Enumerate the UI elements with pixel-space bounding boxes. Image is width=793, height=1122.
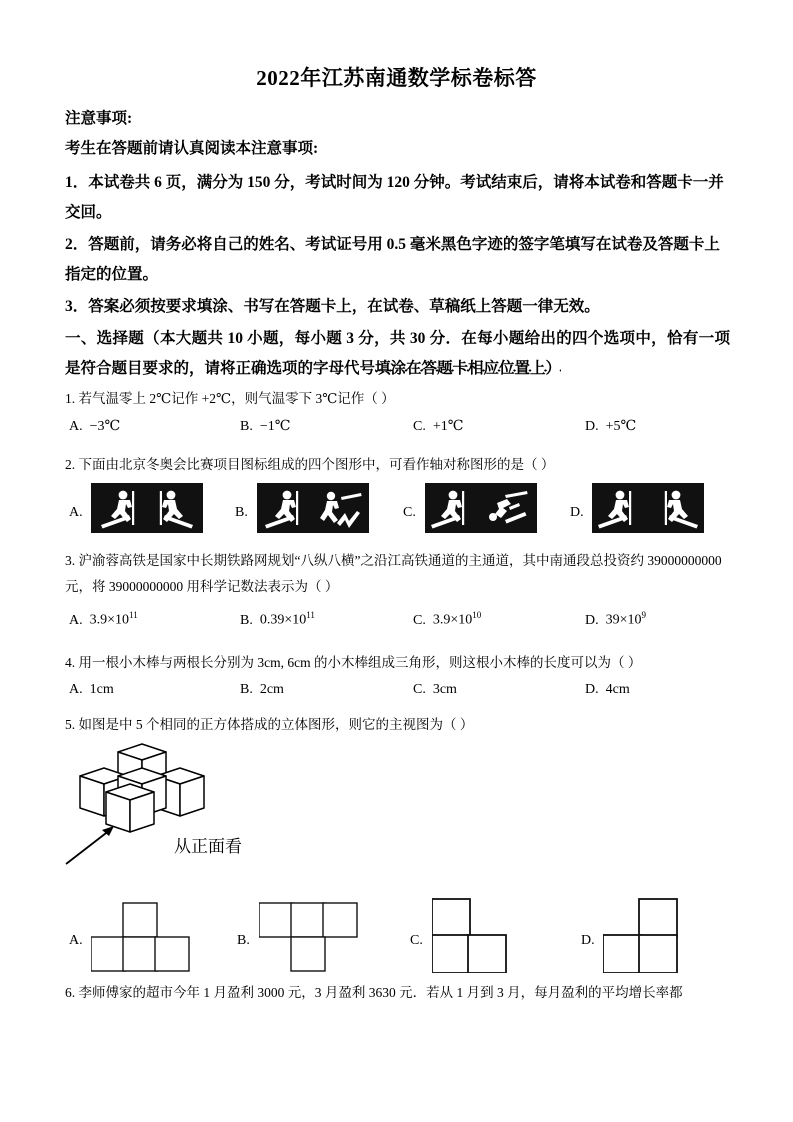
- winter-olympic-pictogram-pair-symmetric-skiers-icon: [592, 483, 704, 533]
- page-title: 2022年江苏南通数学标卷标答: [256, 66, 537, 90]
- notice-item: 2．答题前，请务必将自己的姓名、考试证号用 0.5 毫米黑色字迹的签字笔填写在试卷及答题卡上指定的位置。: [65, 236, 720, 283]
- question-5-options: [65, 885, 755, 977]
- option-a-label: A.: [69, 933, 83, 948]
- option-b-value: 0.39×10: [259, 612, 307, 628]
- option-c-value: +1℃: [432, 419, 464, 434]
- section-heading: [65, 324, 730, 384]
- option-c-label: C.: [403, 505, 416, 520]
- option-d-label: D.: [585, 682, 599, 697]
- t-shape-up-icon: [91, 885, 231, 973]
- option-c-exponent: 10: [472, 610, 482, 620]
- option-c[interactable]: [413, 682, 457, 698]
- arrow-icon: [62, 822, 172, 868]
- notice-label: 注意事项:: [65, 110, 133, 127]
- question-1-options: [65, 418, 745, 440]
- option-b-value: −1℃: [259, 419, 291, 434]
- option-c-value: 3.9×10: [432, 612, 473, 628]
- option-d-label: D.: [585, 419, 599, 434]
- option-d-label: D.: [570, 505, 584, 520]
- option-b-value: 2cm: [259, 682, 284, 697]
- question-6-text: 6. 李师傅家的超市今年 1 月盈利 3000 元，3 月盈利 3630 元．若从 1 月到 3 月，每月盈利的平均增长率都: [65, 985, 683, 1000]
- option-d-exponent: 9: [641, 610, 647, 620]
- notice-item: 3．答案必须按要求填涂、书写在答题卡上，在试卷、草稿纸上答题一律无效。: [65, 298, 600, 315]
- option-c[interactable]: [413, 610, 481, 629]
- option-d-value: 4cm: [605, 682, 630, 697]
- option-a[interactable]: [69, 610, 138, 629]
- option-a[interactable]: [69, 418, 120, 435]
- option-b-label: B.: [240, 612, 253, 628]
- l-shape-right-icon: [603, 885, 743, 973]
- notice-subtitle: 考生在答题前请认真阅读本注意事项:: [65, 140, 319, 157]
- option-d-value: 39×10: [605, 612, 642, 628]
- option-d[interactable]: [585, 682, 630, 698]
- option-a-value: 3.9×10: [89, 612, 130, 628]
- question-2-options: [65, 483, 745, 541]
- option-b-label: B.: [235, 505, 248, 520]
- option-a-label: A.: [69, 612, 83, 628]
- question-5-text: 5. 如图是中 5 个相同的正方体搭成的立体图形，则它的主视图为（ ）: [65, 717, 474, 732]
- option-a-value: 1cm: [89, 682, 114, 697]
- option-c-value: 3cm: [432, 682, 457, 697]
- option-d-value: +5℃: [605, 419, 637, 434]
- question-1-text: 1. 若气温零上 2℃记作 +2℃，则气温零下 3℃记作（ ）: [65, 391, 395, 406]
- option-b-label: B.: [240, 682, 253, 697]
- question-2-text: 2. 下面由北京冬奥会比赛项目图标组成的四个图形中，可看作轴对称图形的是（ ）: [65, 457, 555, 472]
- l-shape-left-icon: [432, 885, 572, 973]
- option-c[interactable]: [413, 418, 463, 435]
- notice-item: 1．本试卷共 6 页，满分为 150 分，考试时间为 120 分钟。考试结束后，请将本试卷和答题卡一并交回。: [65, 174, 724, 221]
- option-c-label: C.: [410, 933, 423, 948]
- t-shape-down-icon: [259, 885, 399, 973]
- option-b[interactable]: [240, 610, 315, 629]
- option-d[interactable]: [585, 610, 646, 629]
- option-a-label: A.: [69, 682, 83, 697]
- front-view-label: 从正面看: [174, 837, 242, 856]
- option-d-label: D.: [585, 612, 599, 628]
- winter-olympic-pictogram-pair-skier-and-freestyle-icon: [257, 483, 369, 533]
- option-a-exponent: 11: [129, 610, 138, 620]
- option-a-value: −3℃: [89, 419, 121, 434]
- option-b-exponent: 11: [306, 610, 315, 620]
- option-b-label: B.: [240, 419, 253, 434]
- option-b-label: B.: [237, 933, 250, 948]
- option-c-label: C.: [413, 612, 426, 628]
- option-d-label: D.: [581, 933, 595, 948]
- option-d[interactable]: [585, 418, 636, 435]
- section-heading-main: 一、选择题（本大题共 10 小题，每小题 3 分，共 30 分．在每小题给出的四个选项中，恰有一项是符合题目要求的，请将正确选项的字母代号: [65, 330, 730, 377]
- winter-olympic-pictogram-pair-skier-and-snowboarder-icon: [425, 483, 537, 533]
- question-4-options: [65, 682, 745, 704]
- option-a-label: A.: [69, 505, 83, 520]
- question-3-options: [65, 610, 745, 632]
- question-4-text: 4. 用一根小木棒与两根长分别为 3cm, 6cm 的小木棒组成三角形，则这根小木棒的长度可以为（ ）: [65, 655, 642, 670]
- option-c-label: C.: [413, 682, 426, 697]
- winter-olympic-pictogram-pair-mirrored-skiers-icon: [91, 483, 203, 533]
- option-c-label: C.: [413, 419, 426, 434]
- option-b[interactable]: [240, 682, 284, 698]
- question-3-text: 3. 沪渝蓉高铁是国家中长期铁路网规划“八纵八横”之沿江高铁通道的主通道，其中南通段总投资约 39000000000 元，将 39000000000 用科学记数法表示为（ ）: [65, 553, 722, 594]
- section-heading-emphasis: 填涂在答题卡相应位置上）: [375, 360, 561, 381]
- option-b[interactable]: [240, 418, 290, 435]
- front-view-arrow-note: [62, 822, 282, 868]
- option-a-label: A.: [69, 419, 83, 434]
- option-a[interactable]: [69, 682, 114, 698]
